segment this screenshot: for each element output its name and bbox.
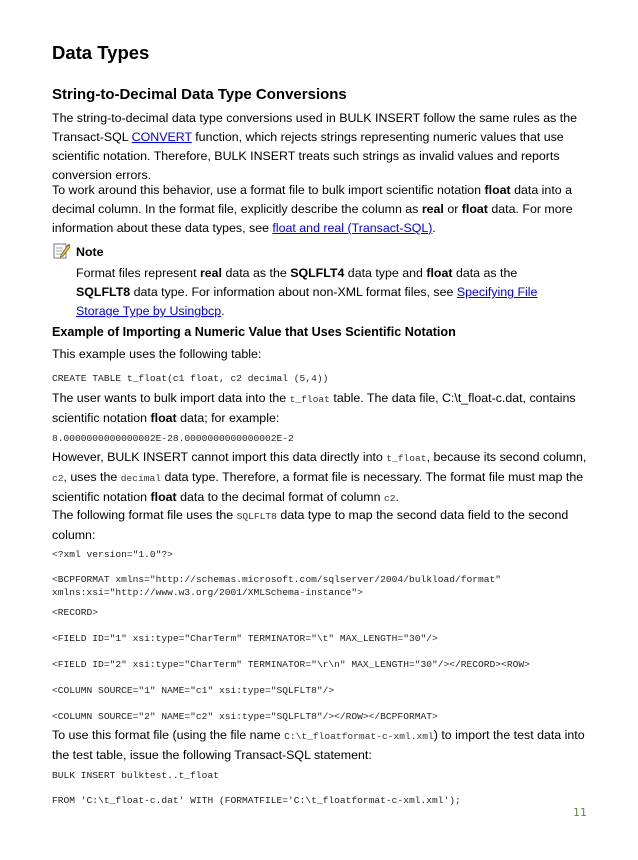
paragraph-format-file [52,506,592,545]
xml-line: <COLUMN SOURCE="2" NAME="c2" xsi:type="SQLFLT8"/></ROW></BCPFORMAT> [52,711,438,722]
inline-code: decimal [120,473,161,484]
xml-line: xmlns:xsi="http://www.w3.org/2001/XMLSchema-instance"> [52,587,363,598]
paragraph-use-format-file [52,726,592,765]
text: data as the [222,266,291,280]
bold-term: SQLFLT8 [76,285,131,299]
text: data; for example: [176,411,280,425]
note-body [76,264,546,321]
inline-code: t_float [289,394,330,405]
text: function, which rejects strings representing numeric values that use scientific notation. Therefore, BULK INSERT treats such strings as invalid values and reports conversion errors. [52,130,564,182]
text: data type to map the second data field to the second column: [52,508,569,542]
inline-code: c2 [383,493,396,504]
paragraph-however [52,448,592,508]
convert-link[interactable]: CONVERT [131,130,192,144]
text: ) to import the test data into the test table, issue the following Transact-SQL statement: [52,728,585,762]
text: data to the decimal format of column [176,490,384,504]
paragraph-workaround [52,181,592,238]
bold-term: real [421,202,444,216]
sql-line: FROM 'C:\t_float-c.dat' WITH (FORMATFILE='C:\t_floatformat-c-xml.xml'); [52,795,461,806]
xml-line: <FIELD ID="2" xsi:type="CharTerm" TERMINATOR="\r\n" MAX_LENGTH="30"/></RECORD><ROW> [52,659,530,670]
section-heading: String-to-Decimal Data Type Conversions [52,86,347,103]
paragraph-bulk-import [52,389,592,428]
bold-term: float [461,202,488,216]
text: To work around this behavior, use a format file to bulk import scientific notation [52,183,485,197]
example-heading: Example of Importing a Numeric Value that Uses Scientific Notation [52,325,456,339]
text: Format files represent [76,266,200,280]
text: To use this format file (using the file name [52,728,285,742]
text: The following format file uses the [52,508,237,522]
bold-term: float [150,490,177,504]
page-number: 11 [573,806,587,819]
page-title: Data Types [52,42,150,63]
text: , because its second column, [426,450,587,464]
bold-term: SQLFLT4 [290,266,345,280]
inline-code: c2 [52,473,64,484]
text: , uses the [63,470,121,484]
float-real-link[interactable]: float and real (Transact-SQL) [272,221,433,235]
paragraph-table-intro: This example uses the following table: [52,347,262,361]
code-sample-data: 8.0000000000000002E-28.0000000000000002E-2 [52,433,294,444]
xml-line: <?xml version="1.0"?> [52,549,173,560]
text: The user wants to bulk import data into the [52,391,290,405]
text: or [443,202,462,216]
xml-line: <RECORD> [52,607,99,618]
bold-term: float [426,266,453,280]
text: . [221,304,225,318]
note-title: Note [76,245,104,259]
bold-term: real [199,266,222,280]
text: . [395,490,399,504]
text: . [432,221,436,235]
text: data type. For information about non-XML format files, see [130,285,457,299]
code-create-table: CREATE TABLE t_float(c1 float, c2 decimal (5,4)) [52,373,329,384]
text: data type. Therefore, a format file is necessary. The format file must map the scientific notation [52,470,584,504]
text: data into a decimal column. In the format file, explicitly describe the column as [52,183,572,216]
xml-line: <BCPFORMAT xmlns="http://schemas.microsoft.com/sqlserver/2004/bulkload/format" [52,574,502,585]
note-pencil-icon [53,242,70,259]
bold-term: float [484,183,511,197]
inline-code: C:\t_floatformat-c-xml.xml [284,731,434,742]
text: data as the [452,266,518,280]
sql-line: BULK INSERT bulktest..t_float [52,770,219,781]
storage-type-link[interactable]: Specifying File Storage Type by Usingbcp [76,285,538,318]
inline-code: SQLFLT8 [236,511,277,522]
bold-term: float [150,411,177,425]
text: However, BULK INSERT cannot import this data directly into [52,450,387,464]
text: data type and [344,266,427,280]
xml-line: <FIELD ID="1" xsi:type="CharTerm" TERMINATOR="\t" MAX_LENGTH="30"/> [52,633,438,644]
text: table. The data file, C:\t_float-c.dat, contains scientific notation [52,391,576,425]
xml-line: <COLUMN SOURCE="1" NAME="c1" xsi:type="SQLFLT8"/> [52,685,335,696]
inline-code: t_float [386,453,427,464]
text: The string-to-decimal data type conversions used in BULK INSERT follow the same rules as the Transact-SQL [52,111,578,144]
paragraph-convert [52,109,592,185]
text: data. For more information about these data types, see [52,202,573,235]
